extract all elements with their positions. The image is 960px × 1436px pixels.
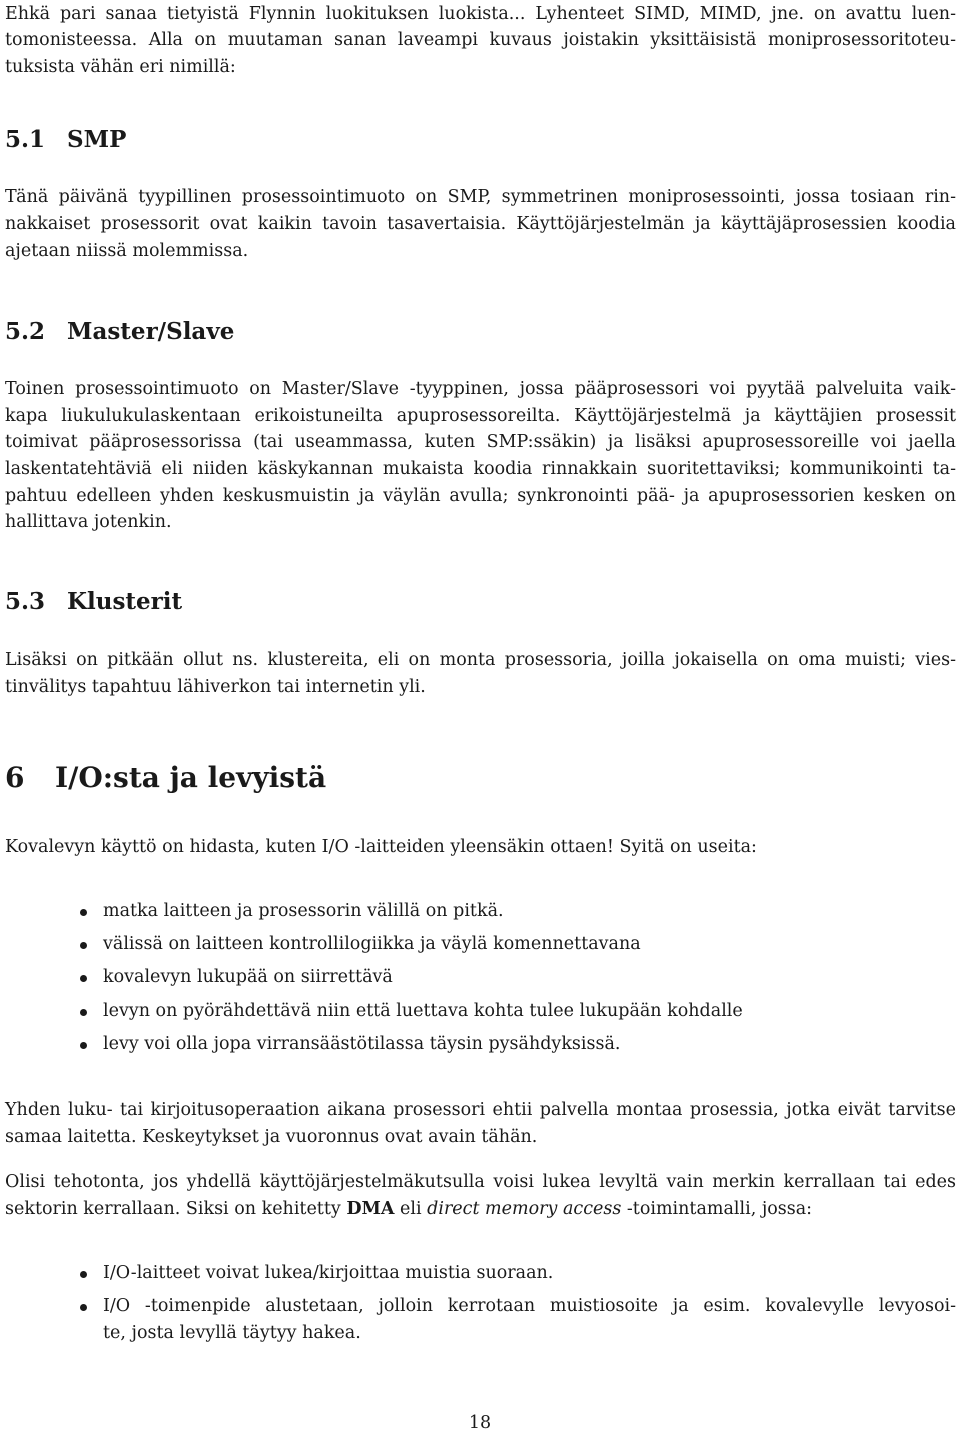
chapter-title: I/O:sta ja levyistä xyxy=(55,761,327,794)
list-item: kovalevyn lukupää on siirrettävä xyxy=(103,967,393,987)
chapter-heading-io xyxy=(5,761,327,794)
list-item: I/O-laitteet voivat lukea/kirjoittaa muistia suoraan. xyxy=(103,1263,554,1283)
smp-line-1: Tänä päivänä tyypillinen prosessointimuoto on SMP, symmetrinen moniprosessointi, jossa tosiaan rin- xyxy=(5,187,956,207)
section-title: SMP xyxy=(67,126,127,153)
ms-line-3: toimivat pääprosessorissa (tai useammassa, kuten SMP:ssäkin) ja lisäksi apuprosessoreille voi jaella xyxy=(5,432,956,452)
smp-line-2: nakkaiset prosessorit ovat kaikin tavoin tasavertaisia. Käyttöjärjestelmän ja käyttäjäprosessien koodia xyxy=(5,214,956,234)
ms-line-2: kapa liukulukulaskentaan erikoistuneilta apuprosessoreilta. Käyttöjärjestelmä ja käyttäjien prosessit xyxy=(5,406,956,426)
text-run: -toimintamalli, jossa: xyxy=(621,1199,813,1219)
io-p3-line-2 xyxy=(5,1201,812,1219)
io-p2-line-2: samaa laitetta. Keskeytykset ja vuoronnus ovat avain tähän. xyxy=(5,1127,538,1147)
intro-line-1: Ehkä pari sanaa tietyistä Flynnin luokituksen luokista... Lyhenteet SIMD, MIMD, jne. on avattu luen- xyxy=(5,4,956,24)
list-item: levyn on pyörähdettävä niin että luettava kohta tulee lukupään kohdalle xyxy=(103,1001,743,1021)
dma-expansion: direct memory access xyxy=(427,1199,622,1219)
text-run: sektorin kerrallaan. Siksi on kehitetty xyxy=(5,1199,347,1219)
section-number: 5.3 xyxy=(5,588,46,615)
bullet-icon xyxy=(80,1271,87,1278)
bullet-icon xyxy=(80,909,87,916)
ms-line-6: hallittava jotenkin. xyxy=(5,512,172,532)
bullet-icon xyxy=(80,1009,87,1016)
section-number: 5.1 xyxy=(5,126,46,153)
io-intro: Kovalevyn käyttö on hidasta, kuten I/O -laitteiden yleensäkin ottaen! Syitä on useita: xyxy=(5,837,757,857)
list-item: matka laitteen ja prosessorin välillä on pitkä. xyxy=(103,901,504,921)
section-heading-smp xyxy=(5,128,126,151)
bullet-icon xyxy=(80,942,87,949)
intro-line-3: tuksista vähän eri nimillä: xyxy=(5,57,236,77)
io-p2-line-1: Yhden luku- tai kirjoitusoperaation aikana prosessori ehtii palvella montaa prosessia, jotka eivät tarvitse xyxy=(5,1100,956,1120)
list-item: I/O -toimenpide alustetaan, jolloin kerrotaan muistiosoite ja esim. kovalevylle levyosoi- xyxy=(103,1296,956,1316)
page-number: 18 xyxy=(468,1413,492,1433)
section-title: Klusterit xyxy=(67,588,183,615)
clusters-line-1: Lisäksi on pitkään ollut ns. klustereita, eli on monta prosessoria, joilla jokaisella on oma muisti; vies- xyxy=(5,650,956,670)
dma-term: DMA xyxy=(346,1199,395,1219)
bullet-icon xyxy=(80,975,87,982)
list-item: välissä on laitteen kontrollilogiikka ja väylä komennettavana xyxy=(103,934,641,954)
list-item-continuation: te, josta levyllä täytyy hakea. xyxy=(103,1323,361,1343)
list-item: levy voi olla jopa virransäästötilassa täysin pysähdyksissä. xyxy=(103,1034,621,1054)
section-heading-clusters xyxy=(5,590,182,613)
io-p3-line-1: Olisi tehotonta, jos yhdellä käyttöjärjestelmäkutsulla voisi lukea levyltä vain merkin kerrallaan tai edes xyxy=(5,1172,956,1192)
ms-line-4: laskentatehtäviä eli niiden käskykannan mukaista koodia rinnakkain suoritettaviksi; kommunikointi ta- xyxy=(5,459,956,479)
bullet-icon xyxy=(80,1042,87,1049)
ms-line-5: pahtuu edelleen yhden keskusmuistin ja väylän avulla; synkronointi pää- ja apuprosessorien kesken on xyxy=(5,486,956,506)
ms-line-1: Toinen prosessointimuoto on Master/Slave -tyyppinen, jossa pääprosessori voi pyytää palveluita vaik- xyxy=(5,379,956,399)
section-number: 5.2 xyxy=(5,318,46,345)
intro-line-2: tomonisteessa. Alla on muutaman sanan laveampi kuvaus joistakin yksittäisistä moniprosessoritoteu- xyxy=(5,30,956,50)
section-title: Master/Slave xyxy=(67,318,235,345)
smp-line-3: ajetaan niissä molemmissa. xyxy=(5,241,249,261)
text-run: eli xyxy=(394,1199,428,1219)
chapter-number: 6 xyxy=(5,761,25,794)
section-heading-master-slave xyxy=(5,320,234,343)
bullet-icon xyxy=(80,1304,87,1311)
clusters-line-2: tinvälitys tapahtuu lähiverkon tai internetin yli. xyxy=(5,677,426,697)
